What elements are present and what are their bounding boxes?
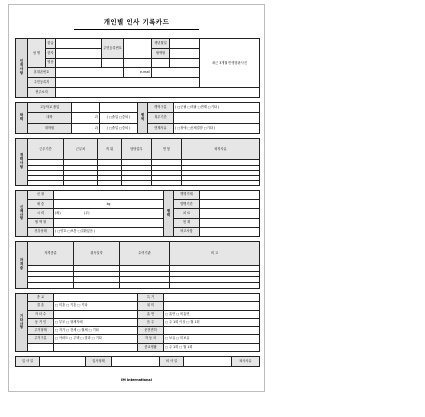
- name-row-korean: 한글: [46, 39, 56, 49]
- qualification-table: [15, 241, 260, 289]
- career-section-label: 경력사항: [16, 139, 28, 186]
- other-table: [15, 293, 260, 352]
- blood-label: 혈액형: [152, 48, 170, 58]
- photo-box[interactable]: 최근 3개월 반명함판사진: [200, 39, 260, 88]
- weight-field[interactable]: kg: [54, 200, 164, 209]
- housing-label: 주거형태: [28, 327, 54, 335]
- registration-field[interactable]: [124, 39, 152, 59]
- children-field[interactable]: [54, 310, 138, 318]
- hobby-label: 취 미: [138, 302, 164, 310]
- join-date-label: 입 사 일: [16, 357, 40, 367]
- housing-options[interactable]: □ 자가 □ 전세 □ 월세 □ 기타: [54, 327, 138, 335]
- height-field[interactable]: [54, 191, 164, 200]
- blank-cell: [102, 58, 124, 68]
- birth-field[interactable]: [170, 39, 200, 49]
- religious-life-label: 종교생활: [138, 343, 164, 351]
- blood-field[interactable]: [170, 48, 200, 58]
- name-korean-field[interactable]: [56, 39, 102, 49]
- cohabitant-label: 동 거 인: [28, 318, 54, 326]
- career-row[interactable]: [16, 180, 260, 185]
- smoking-options[interactable]: □ 흡연 □ 비흡연: [164, 310, 260, 318]
- career-header-period: 근무기간: [28, 139, 64, 160]
- address-field[interactable]: [56, 78, 200, 88]
- current-address-label: 현주소지: [28, 88, 56, 98]
- name-row-english: 영문: [46, 58, 56, 68]
- drinking-options[interactable]: □ 주 1회 이상 □ 월 1회: [164, 318, 260, 326]
- qual-header-date: 취득일자: [74, 242, 120, 266]
- religion-label: 종 교: [28, 294, 54, 302]
- remarks-label: 비고사항: [174, 227, 200, 236]
- license-label: 운전면허: [138, 327, 164, 335]
- exemption-label: 면제사유: [148, 123, 174, 133]
- health-label: 건강상태: [28, 227, 54, 236]
- skill-field[interactable]: [164, 294, 260, 302]
- career-header-company: 근무처: [64, 139, 98, 160]
- title-underline: [74, 29, 199, 30]
- highschool-field[interactable]: [72, 103, 100, 113]
- onset-field[interactable]: [200, 200, 260, 209]
- qual-header-issuer: 수여기관: [120, 242, 170, 266]
- body-blood-field[interactable]: [54, 218, 164, 227]
- name-label: 성 명: [28, 39, 46, 68]
- body-blood-label: 혈 액 형: [28, 218, 54, 227]
- card-title: 개인별 인사 기록카드: [103, 18, 170, 26]
- qualification-section-label: 자격증: [16, 242, 28, 289]
- military-type-label: 병역구분: [148, 103, 174, 113]
- qualification-row[interactable]: [16, 283, 260, 289]
- blank-cell: [152, 58, 170, 68]
- onset-label: 발병기간: [174, 200, 200, 209]
- blank-cell: [124, 58, 152, 68]
- phone-field[interactable]: [56, 68, 124, 78]
- college-major-field[interactable]: 과: [72, 113, 100, 123]
- disease-name-label: 병명기재: [174, 191, 200, 200]
- career-header-position: 직 위: [98, 139, 122, 160]
- health-options[interactable]: ( □양호 □보통 □질환있음 ): [54, 227, 164, 236]
- remarks-field[interactable]: [200, 227, 260, 236]
- education-table: [15, 102, 260, 134]
- career-header-duty: 담당업무: [122, 139, 152, 160]
- registration-label: 주민등록번호: [102, 39, 124, 59]
- marriage-options[interactable]: □ 미혼 □ 기혼 □ 기타: [54, 302, 138, 310]
- qual-header-note: 비 고: [170, 242, 260, 266]
- disease-name-field[interactable]: [200, 191, 260, 200]
- current-address-field[interactable]: [56, 88, 260, 98]
- graduate-label: 대학원: [28, 123, 72, 133]
- car-options[interactable]: □ 보유 □ 미보유: [164, 335, 260, 343]
- college-label: 대학: [28, 113, 72, 123]
- skill-label: 특 기: [138, 294, 164, 302]
- blank-cell: [170, 58, 200, 68]
- career-header-salary: 연 봉: [152, 139, 182, 160]
- cohabitant-options[interactable]: □ 부모 □ 형제자매: [54, 318, 138, 326]
- join-type-label: 입사형태: [86, 357, 112, 367]
- join-date-field[interactable]: [40, 357, 86, 367]
- highschool-choice[interactable]: [100, 103, 138, 113]
- employment-dates-table: [15, 356, 260, 367]
- vision-field[interactable]: (좌) (우): [54, 209, 164, 218]
- blank-cell: [54, 343, 138, 351]
- vision-label: 시 력: [28, 209, 54, 218]
- record-card-page: [8, 4, 265, 392]
- body-section-label: 신체사항: [16, 191, 28, 237]
- qual-header-type: 자격종류: [28, 242, 74, 266]
- treatment-label: 치 료: [174, 209, 200, 218]
- religion-field[interactable]: [54, 294, 138, 302]
- other-section-label: 기타사항: [16, 294, 28, 352]
- drinking-label: 음 주: [138, 318, 164, 326]
- college-status-options[interactable]: ( □졸업 □중퇴 ): [100, 113, 138, 123]
- medical-history-label: 병력: [164, 191, 174, 237]
- current-field[interactable]: [200, 218, 260, 227]
- join-type-field[interactable]: [112, 357, 160, 367]
- car-label: 자 동 차: [138, 335, 164, 343]
- birth-label: 생년월일: [152, 39, 170, 49]
- exit-date-field[interactable]: [184, 357, 232, 367]
- residence-label: 주거구분: [28, 335, 54, 343]
- hobby-field[interactable]: [164, 302, 260, 310]
- military-type-options[interactable]: ( □군필 □미필 □면제 □기타 ): [174, 103, 260, 113]
- name-english-field[interactable]: [56, 58, 102, 68]
- children-label: 자 녀 수: [28, 310, 54, 318]
- career-header-reason: 퇴직사유: [182, 139, 260, 160]
- religious-life-options[interactable]: □ 주 1회 □ 월 1회: [164, 343, 260, 351]
- height-label: 신 장: [28, 191, 54, 200]
- email-label: e-mail: [124, 68, 152, 78]
- service-period-field[interactable]: [174, 113, 260, 123]
- residence-options[interactable]: □ 아파트 □ 주택 □ 빌라 □ 기타: [54, 335, 138, 343]
- personal-section-label: 인적사항: [16, 39, 28, 98]
- marriage-label: 결 혼: [28, 302, 54, 310]
- weight-label: 체 중: [28, 200, 54, 209]
- body-table: [15, 190, 260, 237]
- career-table: [15, 138, 260, 186]
- name-hanja-field[interactable]: [56, 48, 102, 58]
- smoking-label: 흡 연: [138, 310, 164, 318]
- blank-cell: [28, 343, 54, 351]
- military-section-label: 병역: [138, 103, 148, 134]
- company-footer: IM International: [121, 378, 152, 382]
- email-field[interactable]: [152, 68, 200, 78]
- graduate-major-field[interactable]: 과: [72, 123, 100, 133]
- service-period-label: 복무기간: [148, 113, 174, 123]
- exit-reason-label: 퇴사사유: [232, 357, 260, 367]
- phone-label: 휴대폰번호: [28, 68, 56, 78]
- treatment-field[interactable]: [200, 209, 260, 218]
- name-row-hanja: 한자: [46, 48, 56, 58]
- current-label: 현 재: [174, 218, 200, 227]
- address-label: 주민등록지: [28, 78, 56, 88]
- license-field[interactable]: [164, 327, 260, 335]
- education-section-label: 학력: [16, 103, 28, 134]
- personal-info-table: [15, 38, 260, 98]
- exemption-options[interactable]: ( □장애 □신체결함 □기타 ): [174, 123, 260, 133]
- highschool-label: 고등학교 졸업: [28, 103, 72, 113]
- exit-date-label: 퇴 사 일: [160, 357, 184, 367]
- graduate-status-options[interactable]: ( □졸업 □중퇴 ): [100, 123, 138, 133]
